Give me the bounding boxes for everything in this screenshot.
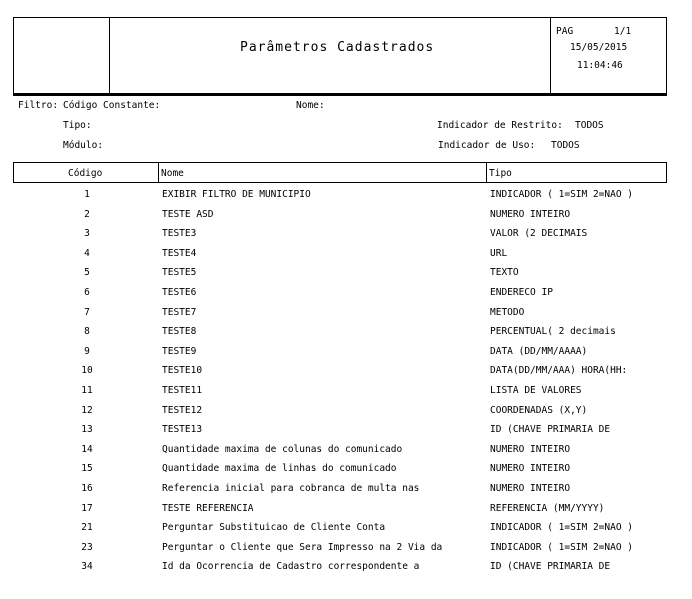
- row-tipo: NUMERO INTEIRO: [490, 444, 571, 455]
- row-tipo: METODO: [490, 307, 525, 318]
- row-codigo: 21: [81, 522, 93, 533]
- nome-filter-label: Nome:: [296, 100, 325, 111]
- row-codigo: 17: [81, 503, 93, 514]
- row-codigo: 34: [81, 561, 93, 572]
- row-codigo: 10: [81, 365, 93, 376]
- row-nome: Quantidade maxima de colunas do comunicado: [162, 444, 403, 455]
- report-date: 15/05/2015: [570, 42, 628, 53]
- row-tipo: INDICADOR ( 1=SIM 2=NAO ): [490, 542, 633, 553]
- modulo-label: Módulo:: [63, 140, 104, 151]
- row-tipo: VALOR (2 DECIMAIS: [490, 228, 588, 239]
- indicador-uso-value: TODOS: [551, 140, 580, 151]
- filtro-label: Filtro:: [18, 100, 59, 111]
- row-codigo: 6: [84, 287, 90, 298]
- table-header-divider-2: [486, 162, 487, 183]
- row-nome: TESTE4: [162, 248, 197, 259]
- row-nome: TESTE11: [162, 385, 203, 396]
- indicador-restrito-value: TODOS: [575, 120, 604, 131]
- row-codigo: 13: [81, 424, 93, 435]
- row-tipo: LISTA DE VALORES: [490, 385, 582, 396]
- row-tipo: DATA(DD/MM/AAA) HORA(HH:: [490, 365, 628, 376]
- column-header-codigo: Código: [68, 168, 103, 179]
- row-nome: TESTE6: [162, 287, 197, 298]
- row-nome: TESTE3: [162, 228, 197, 239]
- row-nome: TESTE ASD: [162, 209, 214, 220]
- row-tipo: COORDENADAS (X,Y): [490, 405, 588, 416]
- row-tipo: ID (CHAVE PRIMARIA DE: [490, 561, 611, 572]
- header-divider-right: [550, 17, 551, 94]
- row-tipo: PERCENTUAL( 2 decimais: [490, 326, 616, 337]
- row-nome: Id da Ocorrencia de Cadastro correspondente a: [162, 561, 420, 572]
- row-codigo: 16: [81, 483, 93, 494]
- indicador-uso-label: Indicador de Uso:: [438, 140, 536, 151]
- row-tipo: INDICADOR ( 1=SIM 2=NAO ): [490, 522, 633, 533]
- page-number: 1/1: [614, 26, 632, 37]
- table-header-divider-1: [158, 162, 159, 183]
- row-codigo: 4: [84, 248, 90, 259]
- row-nome: Referencia inicial para cobranca de multa nas: [162, 483, 420, 494]
- row-nome: TESTE REFERENCIA: [162, 503, 254, 514]
- column-header-nome: Nome: [161, 168, 184, 179]
- row-tipo: DATA (DD/MM/AAAA): [490, 346, 588, 357]
- row-codigo: 12: [81, 405, 93, 416]
- report-title: Parâmetros Cadastrados: [240, 40, 435, 55]
- row-tipo: NUMERO INTEIRO: [490, 209, 571, 220]
- row-codigo: 2: [84, 209, 90, 220]
- row-tipo: ENDERECO IP: [490, 287, 553, 298]
- row-codigo: 15: [81, 463, 93, 474]
- row-codigo: 14: [81, 444, 93, 455]
- row-codigo: 5: [84, 267, 90, 278]
- row-nome: TESTE5: [162, 267, 197, 278]
- row-nome: TESTE10: [162, 365, 203, 376]
- tipo-filter-label: Tipo:: [63, 120, 92, 131]
- page-label: PAG: [556, 26, 574, 37]
- row-tipo: REFERENCIA (MM/YYYY): [490, 503, 605, 514]
- row-nome: Perguntar Substituicao de Cliente Conta: [162, 522, 386, 533]
- row-tipo: INDICADOR ( 1=SIM 2=NAO ): [490, 189, 633, 200]
- row-nome: TESTE13: [162, 424, 203, 435]
- row-nome: TESTE9: [162, 346, 197, 357]
- filter-top-rule: [13, 94, 667, 96]
- row-nome: EXIBIR FILTRO DE MUNICIPIO: [162, 189, 311, 200]
- row-nome: TESTE8: [162, 326, 197, 337]
- row-tipo: TEXTO: [490, 267, 519, 278]
- row-codigo: 8: [84, 326, 90, 337]
- table-header: [13, 162, 667, 183]
- row-codigo: 3: [84, 228, 90, 239]
- codigo-constante-label: Código Constante:: [63, 100, 161, 111]
- row-nome: TESTE12: [162, 405, 203, 416]
- row-tipo: ID (CHAVE PRIMARIA DE: [490, 424, 611, 435]
- row-codigo: 23: [81, 542, 93, 553]
- column-header-tipo: Tipo: [489, 168, 512, 179]
- row-codigo: 11: [81, 385, 93, 396]
- row-codigo: 7: [84, 307, 90, 318]
- row-nome: Perguntar o Cliente que Sera Impresso na 2 Via da: [162, 542, 443, 553]
- report-time: 11:04:46: [577, 60, 623, 71]
- row-tipo: NUMERO INTEIRO: [490, 483, 571, 494]
- row-nome: Quantidade maxima de linhas do comunicado: [162, 463, 397, 474]
- row-nome: TESTE7: [162, 307, 197, 318]
- row-codigo: 1: [84, 189, 90, 200]
- row-codigo: 9: [84, 346, 90, 357]
- row-tipo: NUMERO INTEIRO: [490, 463, 571, 474]
- header-divider-left: [109, 17, 110, 94]
- indicador-restrito-label: Indicador de Restrito:: [437, 120, 563, 131]
- row-tipo: URL: [490, 248, 508, 259]
